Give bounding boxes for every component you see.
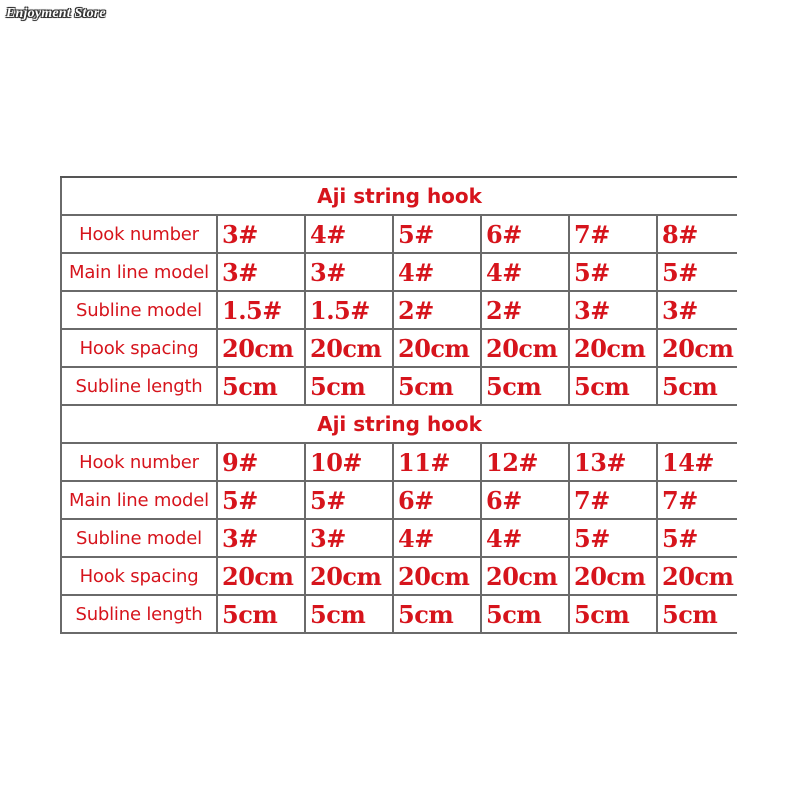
table-cell: 5cm [217, 367, 305, 405]
table-cell: 11# [393, 443, 481, 481]
table-cell: 4# [393, 519, 481, 557]
table-cell: 20cm [657, 329, 737, 367]
table-cell: 6# [393, 481, 481, 519]
table-cell: 10# [305, 443, 393, 481]
table-row [61, 481, 737, 519]
table-cell: 5cm [569, 367, 657, 405]
table-cell: 5# [657, 253, 737, 291]
table-cell: 8# [657, 215, 737, 253]
table-title: Aji string hook [61, 177, 737, 215]
table-cell: 4# [481, 519, 569, 557]
row-label: Subline model [61, 519, 217, 557]
table-cell: 9# [217, 443, 305, 481]
row-label: Main line model [61, 481, 217, 519]
table-cell: 3# [217, 215, 305, 253]
table-cell: 5cm [481, 367, 569, 405]
table-cell: 20cm [393, 557, 481, 595]
table-cell: 5# [569, 519, 657, 557]
table-cell: 4# [481, 253, 569, 291]
table-cell: 1.5# [217, 291, 305, 329]
row-label: Subline length [61, 367, 217, 405]
table-cell: 12# [481, 443, 569, 481]
table-row [61, 557, 737, 595]
row-label: Main line model [61, 253, 217, 291]
table-cell: 20cm [217, 557, 305, 595]
table-row [61, 215, 737, 253]
row-label: Hook spacing [61, 557, 217, 595]
table-cell: 5cm [481, 595, 569, 633]
table-cell: 20cm [569, 329, 657, 367]
table-cell: 20cm [305, 557, 393, 595]
table-row [61, 329, 737, 367]
table-cell: 5cm [393, 595, 481, 633]
hook-spec-table [60, 176, 737, 634]
table-title-row [61, 177, 737, 215]
table-cell: 20cm [305, 329, 393, 367]
table-title: Aji string hook [61, 405, 737, 443]
table-cell: 20cm [393, 329, 481, 367]
table-row [61, 595, 737, 633]
table-cell: 4# [305, 215, 393, 253]
table-cell: 5# [393, 215, 481, 253]
table-cell: 2# [481, 291, 569, 329]
row-label: Subline length [61, 595, 217, 633]
table-row [61, 443, 737, 481]
table-cell: 4# [393, 253, 481, 291]
table-cell: 5cm [569, 595, 657, 633]
table-row [61, 519, 737, 557]
table-cell: 7# [569, 215, 657, 253]
row-label: Hook spacing [61, 329, 217, 367]
table-cell: 3# [305, 253, 393, 291]
table-cell: 5cm [657, 367, 737, 405]
table-cell: 5# [569, 253, 657, 291]
table-cell: 6# [481, 215, 569, 253]
table-cell: 1.5# [305, 291, 393, 329]
table-row [61, 291, 737, 329]
table-cell: 20cm [217, 329, 305, 367]
table-row [61, 253, 737, 291]
table-cell: 20cm [657, 557, 737, 595]
table-cell: 3# [569, 291, 657, 329]
table-cell: 2# [393, 291, 481, 329]
table-cell: 13# [569, 443, 657, 481]
table-row [61, 367, 737, 405]
table-cell: 5# [217, 481, 305, 519]
table-cell: 7# [569, 481, 657, 519]
table-cell: 5cm [217, 595, 305, 633]
table-cell: 3# [217, 253, 305, 291]
table-cell: 3# [657, 291, 737, 329]
table-cell: 14# [657, 443, 737, 481]
table-cell: 5cm [393, 367, 481, 405]
table-cell: 20cm [569, 557, 657, 595]
table-cell: 5cm [305, 595, 393, 633]
table-cell: 3# [217, 519, 305, 557]
table-cell: 5cm [305, 367, 393, 405]
row-label: Subline model [61, 291, 217, 329]
table-cell: 5cm [657, 595, 737, 633]
table-cell: 5# [657, 519, 737, 557]
table-cell: 3# [305, 519, 393, 557]
store-watermark: Enjoyment Store [6, 6, 106, 21]
row-label: Hook number [61, 443, 217, 481]
table-cell: 6# [481, 481, 569, 519]
table-cell: 7# [657, 481, 737, 519]
table-cell: 20cm [481, 557, 569, 595]
row-label: Hook number [61, 215, 217, 253]
table-cell: 5# [305, 481, 393, 519]
table-title-row [61, 405, 737, 443]
table-cell: 20cm [481, 329, 569, 367]
